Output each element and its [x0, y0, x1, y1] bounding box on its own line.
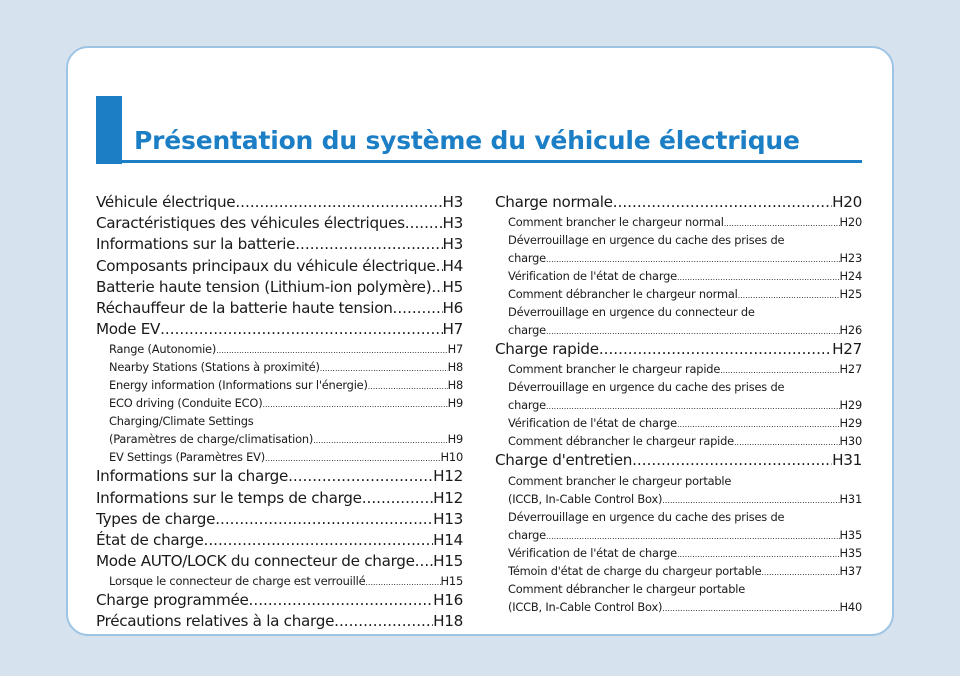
toc-entry-title: Mode EV — [96, 320, 161, 339]
toc-entry-title: charge — [508, 527, 546, 542]
toc-subentry-line: Déverrouillage en urgence du cache des prises de — [508, 509, 785, 524]
toc-subentry-line: Déverrouillage en urgence du cache des prises de — [508, 233, 785, 248]
toc-entry-title: Lorsque le connecteur de charge est verrouillé — [109, 574, 366, 589]
toc-entry[interactable] — [96, 213, 463, 234]
toc-subentry[interactable] — [495, 321, 862, 339]
toc-entry-title: Réchauffeur de la batterie haute tension — [96, 298, 393, 317]
toc-page-number: H5 — [442, 277, 463, 296]
toc-subentry[interactable] — [495, 414, 862, 432]
toc-right-column — [495, 192, 862, 616]
toc-entry[interactable] — [96, 466, 463, 487]
toc-entry-title: Vérification de l'état de charge — [508, 545, 677, 560]
toc-subentry[interactable] — [495, 562, 862, 580]
toc-entry[interactable] — [495, 339, 862, 360]
toc-subentry[interactable] — [96, 394, 463, 412]
dot-leader — [436, 256, 443, 277]
toc-page-number: H3 — [442, 193, 463, 211]
section-header — [96, 96, 862, 164]
toc-entry-title: Batterie haute tension (Lithium-ion polymère) — [96, 277, 432, 296]
toc-page-number: H35 — [839, 545, 862, 560]
toc-page-number: H20 — [839, 215, 862, 230]
toc-subentry[interactable] — [495, 396, 862, 414]
toc-page-number: H31 — [839, 491, 862, 506]
toc-page-number: H16 — [433, 591, 463, 610]
toc-entry[interactable] — [495, 450, 862, 471]
toc-subentry[interactable] — [495, 267, 862, 285]
dot-leader — [405, 213, 443, 234]
toc-page-number: H10 — [440, 450, 463, 465]
toc-subentry[interactable] — [96, 572, 463, 590]
dot-leader — [215, 509, 433, 530]
toc-entry-title: État de charge — [96, 530, 204, 549]
toc-page-number: H29 — [839, 398, 862, 413]
toc-entry-title: charge — [508, 323, 546, 338]
toc-entry-title: Caractéristiques des véhicules électriques — [96, 214, 405, 233]
toc-entry-title: Comment débrancher le chargeur rapide — [508, 434, 734, 449]
toc-entry-title: Charge rapide — [495, 340, 599, 359]
toc-subentry[interactable] — [495, 285, 862, 303]
toc-entry-title: Charge d'entretien — [495, 451, 633, 470]
toc-page-number: H15 — [433, 552, 463, 571]
toc-entry[interactable] — [96, 530, 463, 551]
toc-entry[interactable] — [96, 192, 463, 213]
toc-entry-title: Composants principaux du véhicule électrique — [96, 256, 436, 275]
toc-entry[interactable] — [96, 509, 463, 530]
toc-page-number: H37 — [839, 563, 862, 578]
toc-entry-title: (Paramètres de charge/climatisation) — [109, 432, 314, 447]
toc-page-number: H6 — [442, 298, 463, 317]
toc-entry[interactable] — [96, 611, 463, 632]
dot-leader — [613, 192, 832, 213]
dot-leader — [334, 611, 433, 632]
toc-entry-title: Témoin d'état de charge du chargeur portable — [508, 563, 762, 578]
dot-leader — [362, 488, 433, 509]
dot-leader — [431, 277, 442, 298]
toc-page-number: H27 — [832, 340, 862, 359]
dot-leader — [662, 492, 839, 510]
toc-entry-title: Informations sur le temps de charge — [96, 488, 362, 507]
toc-subentry[interactable] — [495, 213, 862, 231]
toc-page-number: H12 — [433, 488, 463, 507]
toc-page-number: H8 — [447, 378, 463, 393]
toc-entry-title: Energy information (Informations sur l'énergie) — [109, 378, 368, 393]
toc-subentry[interactable] — [495, 432, 862, 450]
toc-subentry[interactable] — [96, 376, 463, 394]
toc-entry[interactable] — [96, 256, 463, 277]
toc-subentry-line: Comment brancher le chargeur portable — [508, 473, 732, 488]
toc-entry-title: Mode AUTO/LOCK du connecteur de charge — [96, 552, 415, 571]
toc-page-number: H14 — [433, 530, 463, 549]
toc-page-number: H18 — [433, 612, 463, 631]
dot-leader — [295, 234, 442, 255]
toc-entry-title: EV Settings (Paramètres EV) — [109, 450, 265, 465]
dot-leader — [599, 339, 832, 360]
toc-page-number: H3 — [442, 214, 463, 233]
toc-entry[interactable] — [96, 319, 463, 340]
page-title: Présentation du système du véhicule électrique — [134, 126, 800, 155]
toc-subentry-line: Charging/Climate Settings — [109, 414, 254, 429]
toc-entry[interactable] — [96, 277, 463, 298]
toc-entry-title: Nearby Stations (Stations à proximité) — [109, 360, 320, 375]
toc-page-number: H27 — [839, 362, 862, 377]
dot-leader — [288, 466, 433, 487]
toc-subentry[interactable] — [96, 448, 463, 466]
toc-subentry[interactable] — [495, 598, 862, 616]
toc-subentry-line: Comment débrancher le chargeur portable — [508, 581, 746, 596]
toc-page-number: H4 — [442, 256, 463, 275]
toc-subentry[interactable] — [96, 358, 463, 376]
toc-entry-title: ECO driving (Conduite ECO) — [109, 396, 263, 411]
toc-page-number: H25 — [839, 287, 862, 302]
dot-leader — [262, 396, 447, 414]
toc-entry-title: Charge normale — [495, 193, 613, 211]
dot-leader — [160, 319, 442, 340]
dot-leader — [393, 298, 443, 319]
toc-entry-title: charge — [508, 398, 546, 413]
toc-page-number: H8 — [447, 360, 463, 375]
toc-page-number: H12 — [433, 467, 463, 486]
dot-leader — [662, 600, 839, 618]
toc-entry-title: Informations sur la charge — [96, 467, 289, 486]
toc-subentry[interactable] — [495, 526, 862, 544]
toc-page-number: H24 — [839, 269, 862, 284]
toc-page-number: H29 — [839, 416, 862, 431]
toc-subentry[interactable] — [495, 360, 862, 378]
toc-entry-title: Comment brancher le chargeur rapide — [508, 362, 721, 377]
toc-subentry[interactable] — [96, 340, 463, 358]
toc-entry-title: Informations sur la batterie — [96, 235, 296, 254]
toc-subentry-line: Déverrouillage en urgence du cache des prises de — [508, 380, 785, 395]
toc-subentry[interactable] — [495, 249, 862, 267]
toc-entry[interactable] — [96, 590, 463, 611]
toc-entry-title: Précautions relatives à la charge — [96, 612, 335, 631]
toc-page-number: H31 — [832, 451, 862, 470]
toc-entry[interactable] — [495, 192, 862, 213]
toc-page-number: H30 — [839, 434, 862, 449]
toc-page-number: H15 — [440, 574, 463, 589]
toc-page-number: H40 — [839, 599, 862, 614]
toc-entry[interactable] — [96, 234, 463, 255]
toc-page-number: H9 — [447, 432, 463, 447]
toc-entry-title: Charge programmée — [96, 591, 249, 610]
title-underline — [122, 160, 862, 163]
toc-subentry-line: Déverrouillage en urgence du connecteur de — [508, 305, 755, 320]
toc-subentry[interactable] — [495, 490, 862, 508]
title-accent-bar — [96, 96, 122, 164]
toc-entry[interactable] — [96, 551, 463, 572]
toc-page-number: H23 — [839, 251, 862, 266]
dot-leader — [249, 590, 434, 611]
toc-entry-title: Range (Autonomie) — [109, 342, 217, 357]
toc-entry-title: (ICCB, In-Cable Control Box) — [508, 491, 663, 506]
toc-entry-title: Types de charge — [96, 509, 216, 528]
toc-page-number: H9 — [447, 396, 463, 411]
dot-leader — [204, 530, 434, 551]
toc-entry-title: Vérification de l'état de charge — [508, 269, 677, 284]
toc-entry-title: charge — [508, 251, 546, 266]
toc-entry-title: Véhicule électrique — [96, 193, 236, 211]
toc-page-number: H7 — [447, 342, 463, 357]
dot-leader — [368, 378, 448, 396]
toc-entry[interactable] — [96, 488, 463, 509]
dot-leader — [761, 564, 839, 582]
toc-page-number: H3 — [442, 235, 463, 254]
dot-leader — [235, 192, 442, 213]
toc-entry-title: Comment brancher le chargeur normal — [508, 215, 724, 230]
toc-page-number: H26 — [839, 323, 862, 338]
toc-entry-title: (ICCB, In-Cable Control Box) — [508, 599, 663, 614]
toc-subentry[interactable] — [96, 430, 463, 448]
dot-leader — [313, 432, 447, 450]
toc-entry[interactable] — [96, 298, 463, 319]
toc-entry-title: Comment débrancher le chargeur normal — [508, 287, 738, 302]
toc-page-number: H7 — [442, 320, 463, 339]
toc-left-column — [96, 192, 463, 633]
toc-subentry[interactable] — [495, 544, 862, 562]
toc-entry-title: Vérification de l'état de charge — [508, 416, 677, 431]
dot-leader — [415, 551, 433, 572]
toc-page-number: H20 — [832, 193, 862, 211]
toc-page-number: H35 — [839, 527, 862, 542]
dot-leader — [632, 450, 832, 471]
toc-page-number: H13 — [433, 509, 463, 528]
